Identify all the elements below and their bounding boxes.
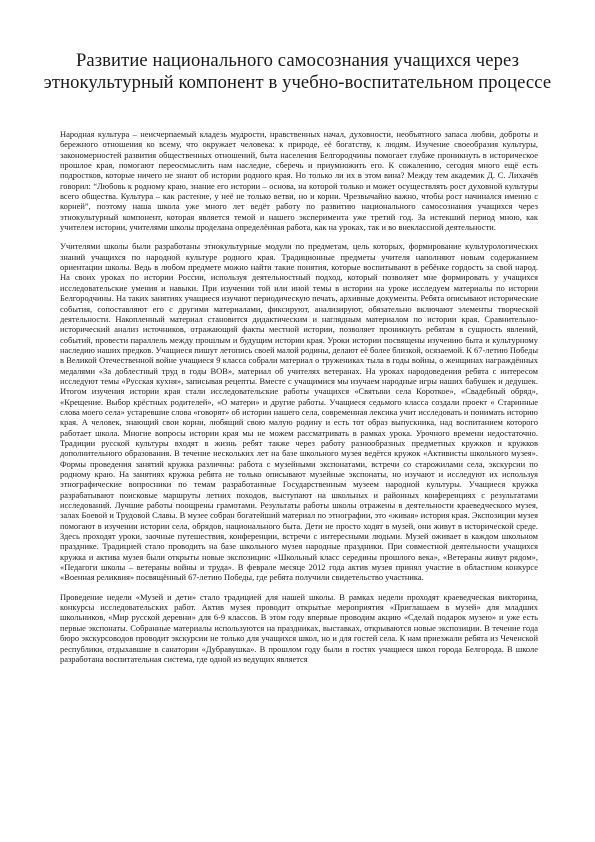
paragraph-2: Учителями школы были разработаны этнокультурные модули по предметам, цель которых, формирование культурологических знаний учащихся по народной культуре родного края. Традиционные предметы учителя наполняют новым содержанием ориентации школы. Ведь в любом предмете можно найти такие понятия, которые воспитывают в ребёнке гордость за свой народ. На своих уроках по истории России, используя деятельностный подход, который позволяет мне формировать у учащихся исследовательские умения и навыки. При изучении той или иной темы в истории на уроке исследуем материалы по истории Белгородчины. На таких занятиях учащиеся изучают периодическую печать, архивные документы. Ребята описывают исторические события, сопоставляют его с другими материалами, фиксируют, анализируют, обязательно включают элементы творческой деятельности. Накопленный материал становится дидактическим и наглядным материалом по истории края. Сравнительно-исторический анализ источников, отражающий факты местной истории, позволяет проникнуть ребятам в сущность явлений, событий, провести параллель между прошлым и будущим истории края. Уроки истории посвящены изучению быта и культурному наследию наших предков. Учащиеся пишут летопись своей малой родины, делают её более близкой, осязаемой. К 67-летию Победы в Великой Отечественной войне учащиеся 9 класса собрали материал о тружениках тыла в годы войны, о женщинах награждённых медалями «За доблестный труд в годы ВОВ», материал об учителях ветеранах. На уроках народоведения ребята с интересом исследуют темы «Русская кухня», записывая рецепты. Вместе с учащимися мы изучаем народные игры наших бабушек и дедушек. Итогом изучения истории края стали исследовательские работы учащихся «Святыни села Короткое», «Свадебный обряд», «Крещение. Выбор крёстных родителей», «О матери» и другие работы. Учащиеся седьмого класса создали проект « Старинные слова моего села» устаревшие слова «говорят» об истории нашего села, современная лексика учит исследовать и понимать историю края. А человек, знающий свои корни, любящий свою малую родину и есть тот образ выпускника, над воспитанием которого работает школа. Многие вопросы истории края мы не можем рассматривать в рамках урока. Урочного времени недостаточно. Традиции русской культуры входят в жизнь ребят также через работу разнообразных предметных кружков и кружков дополнительного образования. В течение нескольких лет на базе школьного музея ведётся кружок «Активисты школьного музея». Формы проведения занятий кружка различны: работа с музейными экспонатами, встречи со старожилами села, экскурсии по родному краю. На занятиях кружка ребята не только описывают музейные экспонаты, но изучают и исследуют их используя этнографические вопросники по темам разработанные Государственным музеем народной культуры. Учащиеся кружка разрабатывают поисковые маршруты летних походов, выступают на школьных и районных конференциях с результатами исследований. Лучшие работы поощрены грамотами. Результаты работы школы отражены в деятельности краеведческого музея, залах Боевой и Трудовой Славы. В музее собран богатейший материал по этнографии, это «живая» история края. Экспозиции музея помогают в изучении истории села, обрядов, национального быта. Дети не просто ходят в музей, они живут в исторической среде. Здесь проходят уроки, заочные путешествия, конференции, встречи с интересными людьми. Музей оживает в каждом школьном празднике. Традицией стало проводить на базе школьного музея народные праздники. При совместной деятельности учащихся кружка и актива музея были открыты новые экспозиции: «Школьный класс середины прошлого века», «Ветераны живут рядом», «Педагоги школы – ветераны войны и труда». В феврале месяце 2012 года актив музея принял участие в областном конкурсе «Военная реликвия» посвящённый 67-летию Победы, где ребята получили свидетельство участника. — [60, 241, 538, 583]
paragraph-1: Народная культура – неисчерпаемый кладезь мудрости, нравственных начал, духовности, необъятного запаса любви, доброты и бережного отношения ко всему, что окружает человека: к природе, её богатству, к людям. Изучение своеобразия культуры, закономерностей развития общественных отношений, быта населения Белгородчины помогает глубже проникнуть в историческое прошлое края, помогают переосмыслить нам наследие, сберечь и приумножить его. К сожалению, сегодня много ещё есть подростков, которые ничего не знают об истории родного края. Но только ли их в этом вина? Между тем академик Д. С. Лихачёв говорил: “Любовь к родному краю, знание его истории – основа, на которой только и может осуществлять рост духовной культуры всего общества. Культура – как растение, у неё не только ветви, но и корни. Чрезвычайно важно, чтобы рост начинался именно с корней”, поэтому наша школа уже много лет ведёт работу по развитию национального самосознания учащихся через этнокультурный компонент, которая является темой и нашего эксперимента уже третий год. За истекший период мною, как учителем истории, учителями школы проделана определённая работа, как на уроках, так и во внеклассной деятельности. — [60, 129, 538, 233]
document-title: Развитие национального самосознания учащихся через этнокультурный компонент в учебно-воспитательном процессе — [43, 50, 552, 93]
paragraph-3: Проведение недели «Музей и дети» стало традицией для нашей школы. В рамках недели проходят краеведческая викторина, конкурсы исследовательских работ. Актив музея проводит открытые мероприятия «Приглашаем в музей» для младших школьников, «Мир русской деревни» для 6-9 классов. В этом году впервые проводим акцию «Сделай подарок музею» и уже есть первые экспонаты. Собранные материалы используются на праздниках, выставках, открываются новые экспозиции. В течение года бюро экскурсоводов проводит экскурсии не только для учащихся школ, но и для гостей села. К нам приезжали ребята из Чеченской республики, отдыхавшие в санатории «Дубравушка». В прошлом году были в гостях учащиеся школ города Белгорода. В школе разработана воспитательная система, где одной из ведущих является — [60, 591, 538, 664]
document-body — [60, 129, 538, 673]
